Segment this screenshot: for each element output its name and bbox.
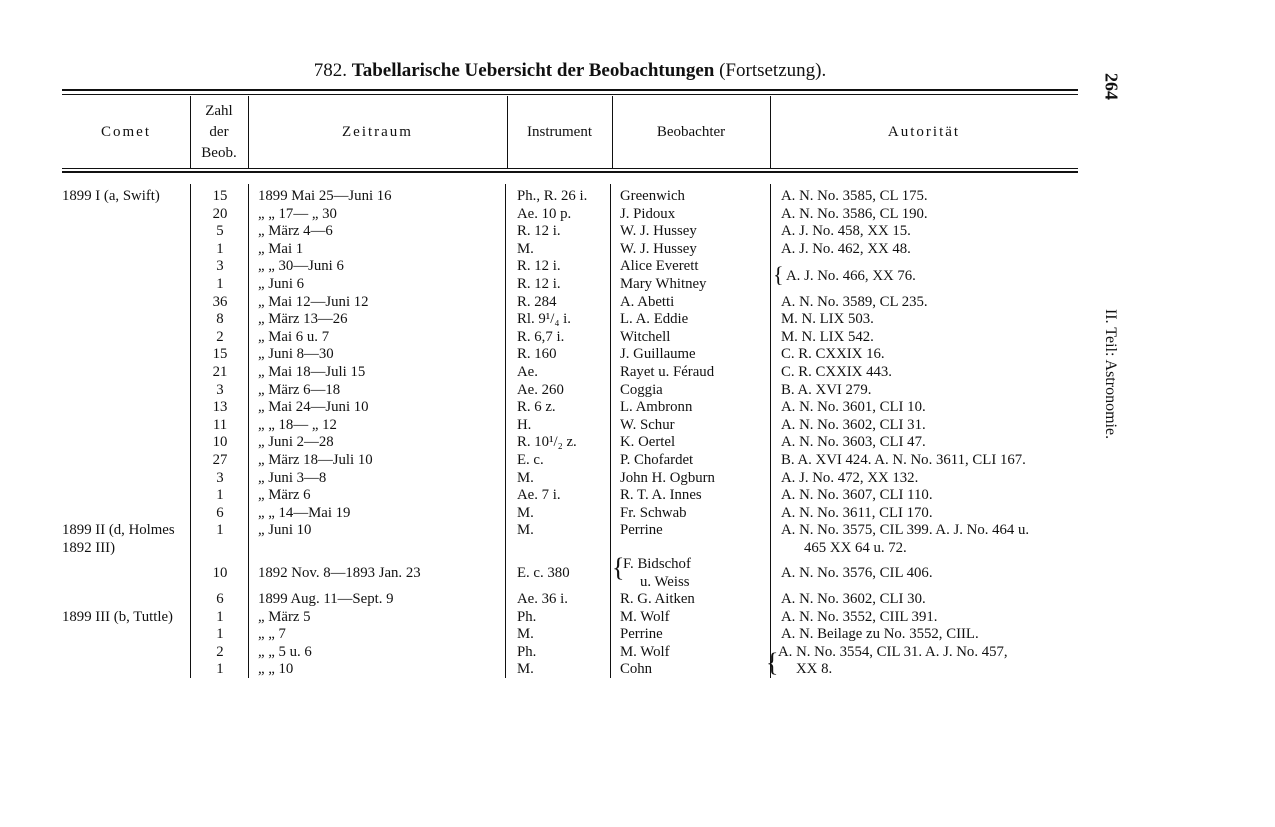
period-cell: „ „ 7 bbox=[258, 626, 286, 643]
observer-line bbox=[0, 556, 1275, 574]
count-cell: 15 bbox=[212, 346, 228, 363]
observer-cell: P. Chofardet bbox=[620, 452, 694, 468]
table-row bbox=[0, 434, 1275, 452]
instrument-cell: R. 12 i. bbox=[517, 276, 561, 292]
table-row bbox=[0, 505, 1275, 523]
brace-glyph: { bbox=[773, 262, 784, 287]
observer-cell: M. Wolf bbox=[620, 643, 670, 660]
page-number: 264 bbox=[1101, 73, 1122, 100]
comet-cell: 1899 I (a, Swift) bbox=[62, 188, 160, 204]
period-cell: 1892 Nov. 8—1893 Jan. 23 bbox=[258, 565, 421, 581]
period-cell: „ Mai 6 u. 7 bbox=[258, 328, 330, 345]
col-header-comet: Comet bbox=[101, 123, 151, 140]
instrument-cell: M. bbox=[517, 522, 534, 539]
observer-cell: Greenwich bbox=[620, 188, 685, 204]
observer-cell: Fr. Schwab bbox=[620, 504, 687, 521]
period-cell: „ „ 14—Mai 19 bbox=[258, 504, 351, 521]
authority-cell: A. N. No. 3554, CIL 31. A. J. No. 457, bbox=[778, 643, 1008, 660]
table-row bbox=[0, 609, 1275, 627]
observer-cell: W. J. Hussey bbox=[620, 223, 697, 240]
observer-cell: Perrine bbox=[620, 626, 663, 643]
col-header-instrument: Instrument bbox=[527, 123, 592, 140]
count-cell: 10 bbox=[212, 434, 228, 451]
observer-cell: u. Weiss bbox=[640, 574, 690, 590]
count-cell: 1 bbox=[216, 240, 224, 257]
observer-cell: W. J. Hussey bbox=[620, 240, 697, 257]
observer-cell: Witchell bbox=[620, 328, 671, 345]
observer-cell: A. Abetti bbox=[620, 293, 675, 310]
instrument-cell: R. 12 i. bbox=[517, 258, 561, 275]
count-cell: 8 bbox=[216, 311, 224, 328]
instrument-cell: M. bbox=[517, 240, 534, 257]
table-row bbox=[0, 522, 1275, 540]
observer-cell: Alice Everett bbox=[620, 258, 699, 275]
count-cell: 20 bbox=[212, 205, 228, 222]
authority-cell: B. A. XVI 424. A. N. No. 3611, CLI 167. bbox=[781, 452, 1026, 468]
authority-cell: M. N. LIX 503. bbox=[781, 311, 874, 328]
period-cell: „ Mai 12—Juni 12 bbox=[258, 293, 369, 310]
running-head-side: II. Teil: Astronomie. bbox=[1102, 308, 1119, 440]
table-row bbox=[0, 626, 1275, 644]
count-cell: 1 bbox=[216, 661, 224, 678]
authority-cell: A. N. No. 3607, CLI 110. bbox=[781, 487, 933, 504]
authority-cell: B. A. XVI 279. bbox=[781, 381, 872, 398]
count-cell: 6 bbox=[216, 504, 224, 521]
brace-glyph: { bbox=[766, 648, 779, 677]
period-cell: „ „ 17— „ 30 bbox=[258, 205, 337, 222]
period-cell: „ Mai 1 bbox=[258, 240, 304, 257]
period-cell: „ Juni 8—30 bbox=[258, 346, 334, 363]
observer-cell: John H. Ogburn bbox=[620, 469, 715, 486]
period-cell: „ „ 5 u. 6 bbox=[258, 643, 312, 660]
instrument-cell: M. bbox=[517, 469, 534, 486]
instrument-cell: R. 12 i. bbox=[517, 223, 561, 240]
count-cell: 1 bbox=[216, 487, 224, 504]
count-cell: 2 bbox=[216, 328, 224, 345]
instrument-cell: R. 6 z. bbox=[517, 399, 556, 416]
observer-cell: R. T. A. Innes bbox=[620, 487, 702, 504]
observer-cell: L. A. Eddie bbox=[620, 311, 689, 328]
table-row bbox=[0, 364, 1275, 382]
count-cell: 1 bbox=[216, 626, 224, 643]
authority-cell: C. R. CXXIX 16. bbox=[781, 346, 885, 363]
col-header-zahl-line: der bbox=[209, 123, 229, 140]
count-cell: 36 bbox=[212, 293, 228, 310]
period-cell: „ März 4—6 bbox=[258, 223, 333, 240]
authority-cell: A. J. No. 462, XX 48. bbox=[781, 240, 911, 257]
authority-cell: A. N. No. 3602, CLI 30. bbox=[781, 591, 926, 607]
period-cell: „ Juni 6 bbox=[258, 276, 305, 292]
count-cell: 5 bbox=[216, 223, 224, 240]
table-row bbox=[0, 487, 1275, 505]
col-header-beobachter: Beobachter bbox=[656, 123, 726, 140]
authority-cell: A. N. No. 3602, CLI 31. bbox=[781, 416, 926, 433]
count-cell: 1 bbox=[216, 608, 224, 625]
instrument-cell: E. c. 380 bbox=[517, 565, 570, 581]
table-row bbox=[0, 346, 1275, 364]
col-header-zahl-line: Zahl bbox=[205, 102, 233, 119]
authority-cell: A. J. No. 472, XX 132. bbox=[781, 469, 919, 486]
count-cell: 3 bbox=[216, 381, 224, 398]
count-cell: 13 bbox=[212, 399, 228, 416]
observer-cell: M. Wolf bbox=[620, 608, 670, 625]
authority-cell: A. N. No. 3585, CL 175. bbox=[781, 188, 928, 204]
period-cell: „ Juni 10 bbox=[258, 522, 312, 539]
observer-cell: W. Schur bbox=[620, 416, 675, 433]
authority-cell: A. J. No. 466, XX 76. bbox=[786, 268, 916, 284]
instrument-cell: R. 160 bbox=[517, 346, 557, 363]
table-row bbox=[0, 382, 1275, 400]
authority-cell: A. N. No. 3575, CIL 399. A. J. No. 464 u. bbox=[781, 522, 1030, 539]
col-header-zahl-line: Beob. bbox=[201, 144, 237, 161]
observer-cell: Mary Whitney bbox=[620, 276, 707, 292]
authority-cell: 465 XX 64 u. 72. bbox=[804, 540, 907, 556]
observer-cell: Rayet u. Féraud bbox=[620, 364, 715, 380]
table-row bbox=[0, 311, 1275, 329]
authority-cell: A. N. No. 3552, CIIL 391. bbox=[781, 608, 938, 625]
instrument-cell: M. bbox=[517, 661, 534, 678]
period-cell: „ März 6 bbox=[258, 487, 311, 504]
col-header-zeitraum: Zeitraum bbox=[342, 123, 413, 140]
period-cell: „ Juni 2—28 bbox=[258, 434, 334, 451]
comet-cell: 1892 III) bbox=[62, 540, 116, 556]
brace-glyph: { bbox=[612, 553, 625, 582]
instrument-cell: Ph. bbox=[517, 608, 537, 625]
instrument-cell: Ae. bbox=[517, 364, 538, 380]
count-cell: 11 bbox=[212, 416, 228, 433]
count-cell: 10 bbox=[212, 565, 228, 581]
instrument-cell: Ph., R. 26 i. bbox=[517, 188, 588, 204]
table-row bbox=[0, 540, 1275, 558]
table-row bbox=[0, 188, 1275, 206]
section-number: 782. bbox=[313, 60, 348, 81]
period-cell: „ Juni 3—8 bbox=[258, 469, 327, 486]
period-cell: „ Mai 18—Juli 15 bbox=[258, 364, 366, 380]
authority-cell: A. N. Beilage zu No. 3552, CIIL. bbox=[781, 626, 979, 643]
table-row bbox=[0, 470, 1275, 488]
authority-cell: XX 8. bbox=[796, 661, 833, 678]
count-cell: 21 bbox=[212, 364, 228, 380]
section-suffix: (Fortsetzung). bbox=[719, 60, 827, 81]
period-cell: „ März 6—18 bbox=[258, 381, 341, 398]
table-row bbox=[0, 241, 1275, 259]
table-row bbox=[0, 258, 1275, 276]
period-cell: „ „ 10 bbox=[258, 661, 294, 678]
period-cell: „ „ 30—Juni 6 bbox=[258, 258, 344, 275]
period-cell: „ März 13—26 bbox=[258, 311, 348, 328]
count-cell: 27 bbox=[212, 452, 228, 468]
period-cell: „ März 5 bbox=[258, 608, 311, 625]
authority-cell: A. N. No. 3611, CLI 170. bbox=[781, 504, 933, 521]
authority-cell: A. N. No. 3601, CLI 10. bbox=[781, 399, 926, 416]
col-header-autoritaet: Autorität bbox=[887, 123, 961, 140]
table-row bbox=[0, 661, 1275, 679]
period-cell: 1899 Mai 25—Juni 16 bbox=[258, 188, 392, 204]
section-title: Tabellarische Uebersicht der Beobachtungen bbox=[351, 60, 715, 81]
authority-cell: A. N. No. 3586, CL 190. bbox=[781, 205, 928, 222]
table-row bbox=[0, 329, 1275, 347]
table-row bbox=[0, 276, 1275, 294]
authority-cell: A. N. No. 3576, CIL 406. bbox=[781, 565, 933, 581]
comet-cell: 1899 III (b, Tuttle) bbox=[62, 608, 173, 625]
period-cell: „ „ 18— „ 12 bbox=[258, 416, 337, 433]
observer-cell: Coggia bbox=[620, 381, 663, 398]
observer-cell: K. Oertel bbox=[620, 434, 676, 451]
observer-cell: F. Bidschof bbox=[623, 556, 691, 572]
period-cell: „ Mai 24—Juni 10 bbox=[258, 399, 369, 416]
table-row bbox=[0, 644, 1275, 662]
authority-cell: C. R. CXXIX 443. bbox=[781, 364, 892, 380]
table-row bbox=[0, 206, 1275, 224]
table-row bbox=[0, 294, 1275, 312]
count-cell: 6 bbox=[216, 591, 224, 607]
instrument-cell: Ae. 260 bbox=[517, 381, 564, 398]
observer-cell: J. Guillaume bbox=[620, 346, 696, 363]
instrument-cell: Ae. 10 p. bbox=[517, 205, 572, 222]
authority-cell: A. J. No. 458, XX 15. bbox=[781, 223, 911, 240]
authority-cell: A. N. No. 3589, CL 235. bbox=[781, 293, 928, 310]
table-row bbox=[0, 452, 1275, 470]
instrument-cell: H. bbox=[517, 416, 532, 433]
observer-cell: L. Ambronn bbox=[620, 399, 693, 416]
instrument-cell: Rl. 9¹/₄ i. bbox=[517, 311, 571, 328]
instrument-cell: M. bbox=[517, 504, 534, 521]
observer-cell: Perrine bbox=[620, 522, 663, 539]
observer-line bbox=[0, 574, 1275, 592]
instrument-cell: M. bbox=[517, 626, 534, 643]
instrument-cell: Ae. 36 i. bbox=[517, 591, 568, 607]
count-cell: 2 bbox=[216, 643, 224, 660]
comet-cell: 1899 II (d, Holmes bbox=[62, 522, 175, 539]
table-row bbox=[0, 223, 1275, 241]
observer-cell: Cohn bbox=[620, 661, 653, 678]
instrument-cell: Ae. 7 i. bbox=[517, 487, 561, 504]
table-row bbox=[0, 399, 1275, 417]
instrument-cell: R. 6,7 i. bbox=[517, 328, 565, 345]
observer-cell: R. G. Aitken bbox=[620, 591, 695, 607]
count-cell: 3 bbox=[216, 469, 224, 486]
table-row bbox=[0, 417, 1275, 435]
instrument-cell: Ph. bbox=[517, 643, 537, 660]
count-cell: 15 bbox=[212, 188, 228, 204]
observer-cell: J. Pidoux bbox=[620, 205, 676, 222]
period-cell: 1899 Aug. 11—Sept. 9 bbox=[258, 591, 394, 607]
table-row bbox=[0, 591, 1275, 609]
count-cell: 1 bbox=[216, 276, 224, 292]
count-cell: 1 bbox=[216, 522, 224, 539]
authority-cell: A. N. No. 3603, CLI 47. bbox=[781, 434, 926, 451]
period-cell: „ März 18—Juli 10 bbox=[258, 452, 373, 468]
count-cell: 3 bbox=[216, 258, 224, 275]
authority-cell: M. N. LIX 542. bbox=[781, 328, 874, 345]
instrument-cell: R. 10¹/₂ z. bbox=[517, 434, 577, 451]
instrument-cell: R. 284 bbox=[517, 293, 557, 310]
instrument-cell: E. c. bbox=[517, 452, 544, 468]
